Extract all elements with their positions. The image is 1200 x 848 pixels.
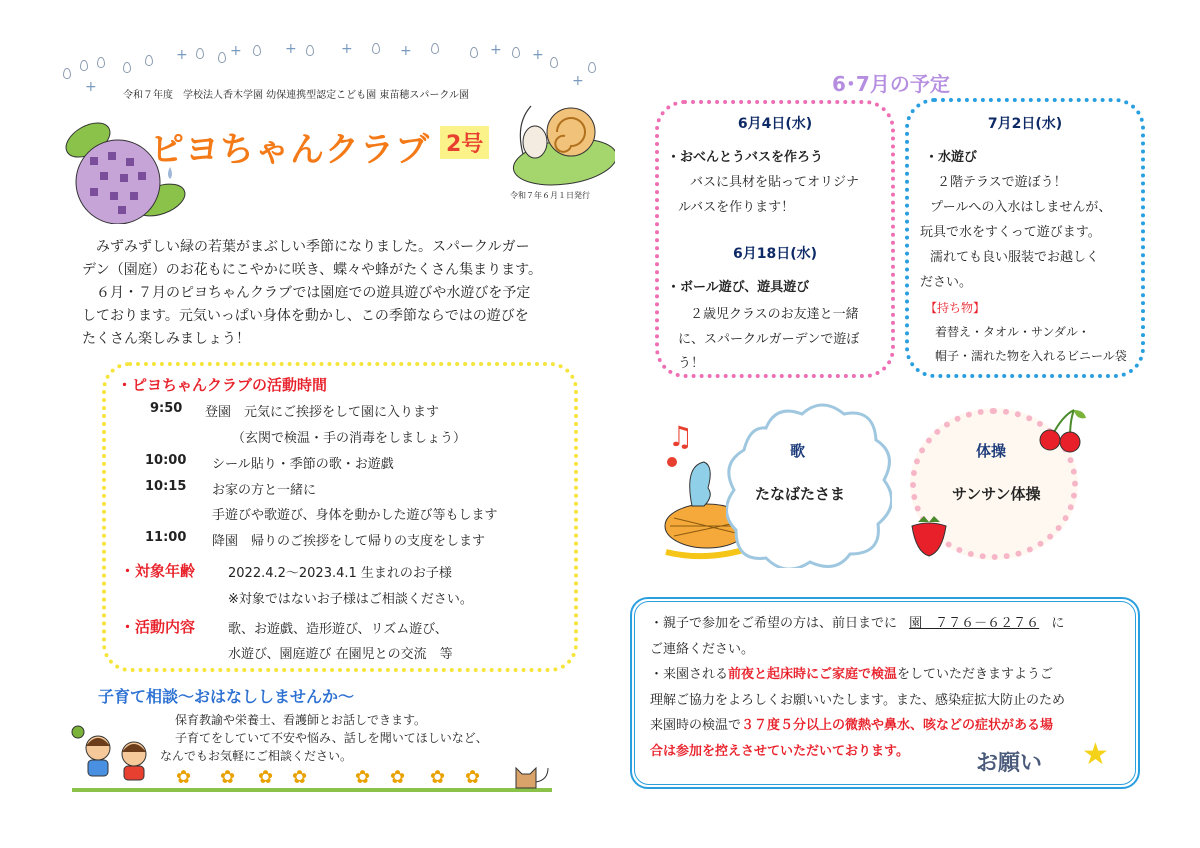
exercise-name: サンサン体操: [952, 485, 1041, 503]
notice-line: [650, 714, 1053, 733]
notice-line: ご連絡ください。: [650, 642, 755, 657]
notice-text: ・親子で参加をご希望の方は、前日までに: [650, 616, 898, 631]
song-name: たなばたさま: [755, 485, 846, 503]
bring-items: 着替え・タオル・サンダル・: [935, 325, 1090, 339]
intro-line: ６月・７月のピヨちゃんクラブでは園庭での遊具遊びや水遊びを予定: [82, 285, 531, 301]
cherry-icon: [1032, 406, 1088, 454]
june-item-2: ・ボール遊び、遊具遊び: [667, 280, 810, 295]
june-date-1: 6月4日(水): [737, 116, 813, 132]
content-text: 水遊び、園庭遊び 在園児との交流 等: [228, 647, 453, 662]
consult-line: なんでもお気軽にご相談ください。: [160, 749, 353, 763]
june-desc: う！: [678, 356, 705, 371]
content-text: 歌、お遊戯、造形遊び、リズム遊び、: [228, 622, 448, 637]
july-desc: プールへの入水はしませんが、: [930, 200, 1112, 215]
june-desc: ２歳児クラスのお友達と一緒: [690, 307, 859, 322]
phone-number: 園 ７７６－６２７６: [909, 616, 1040, 631]
june-date-2: 6月18日(水): [732, 246, 818, 262]
content-label: ・活動内容: [120, 618, 196, 636]
org-line: 令和７年度 学校法人香木学園 幼保連携型認定こども園 東苗穂スパークル園: [123, 90, 470, 101]
schedule-time: 11:00: [145, 530, 187, 545]
page-title: ピヨちゃんクラブ: [150, 130, 430, 170]
activity-heading: ・ピヨちゃんクラブの活動時間: [117, 376, 328, 394]
bring-items: 帽子・濡れた物を入れるビニール袋: [935, 349, 1127, 363]
age-note: ※対象ではないお子様はご相談ください。: [228, 592, 473, 607]
june-desc: に、スパークルガーデンで遊ぼ: [678, 332, 860, 347]
schedule-text: 登園 元気にご挨拶をして園に入ります: [205, 405, 440, 420]
notice-line: [650, 663, 1053, 682]
age-label: ・対象年齢: [120, 562, 196, 580]
schedule-time: 10:15: [145, 479, 187, 494]
notice-text: をしていただきますようご: [897, 667, 1054, 682]
notice-emphasis: 前夜と起床時にご家庭で検温: [728, 667, 898, 682]
notice-text: ・来園される: [650, 667, 729, 682]
issue-number: 2号: [440, 126, 489, 159]
notice-text: に: [1051, 616, 1065, 631]
schedule-text: お家の方と一緒に: [212, 483, 317, 498]
schedule-text: 降園 帰りのご挨拶をして帰りの支度をします: [212, 534, 486, 549]
intro-line: デン（園庭）のお花もにこやかに咲き、蝶々や蜂がたくさん集まります。: [82, 262, 543, 278]
flower-icon: ✿: [292, 767, 308, 788]
flower-icon: ✿: [390, 767, 406, 788]
flower-icon: ✿: [176, 767, 192, 788]
issued-date: 令和７年６月１日発行: [510, 191, 590, 200]
intro-line: たくさん楽しみましょう！: [82, 331, 250, 347]
flower-icon: ✿: [355, 767, 371, 788]
july-date: 7月2日(水): [987, 116, 1063, 132]
flower-icon: ✿: [465, 767, 481, 788]
schedule-time: 10:00: [145, 453, 187, 468]
strawberry-icon: [908, 512, 950, 558]
music-note-icon: ♫: [668, 420, 694, 453]
schedule-text: 手遊びや歌遊び、身体を動かした遊び等もします: [212, 508, 498, 523]
notice-text: 来園時の検温で: [650, 718, 742, 733]
schedule-time: 9:50: [150, 401, 183, 416]
intro-text: [82, 236, 582, 351]
cat-illustration: [512, 760, 552, 790]
onegai-badge: お願い: [976, 751, 1043, 776]
consult-heading: 子育て相談～おはなししませんか～: [98, 687, 355, 706]
july-desc: ださい。: [920, 275, 973, 290]
age-text: 2022.4.2～2023.4.1 生まれのお子様: [228, 566, 452, 581]
exercise-label: 体操: [976, 442, 1007, 460]
notice-line: [650, 612, 1064, 631]
children-illustration: [70, 722, 160, 792]
consult-line: 保育教諭や栄養士、看護師とお話しできます。: [175, 713, 427, 727]
schedule-title: 6･7月の予定: [832, 72, 950, 96]
snail-illustration: [495, 92, 615, 188]
consult-line: 子育てをしていて不安や悩み、話しを聞いてほしいなど、: [175, 731, 488, 745]
bring-label: 【持ち物】: [925, 301, 986, 315]
june-desc: バスに具材を貼ってオリジナ: [690, 175, 860, 190]
july-desc: 濡れても良い服装でお越しく: [930, 250, 1100, 265]
june-item-1: ・おべんとうバスを作ろう: [667, 150, 824, 165]
intro-line: しております。元気いっぱい身体を動かし、この季節ならではの遊びを: [82, 308, 529, 324]
july-item: ・水遊び: [925, 150, 978, 165]
notice-line: 理解ご協力をよろしくお願いいたします。また、感染症拡大防止のため: [650, 693, 1065, 708]
july-desc: 玩具で水をすくって遊びます。: [920, 225, 1101, 240]
flower-icon: ✿: [220, 767, 236, 788]
schedule-text: シール貼り・季節の歌・お遊戯: [212, 457, 394, 472]
flower-icon: ✿: [430, 767, 446, 788]
song-label: 歌: [790, 442, 806, 460]
notice-emphasis: 合は参加を控えさせていただいております。: [650, 744, 909, 759]
flower-icon: ✿: [258, 767, 274, 788]
grass-strip: [72, 788, 552, 792]
star-icon: ★: [1082, 737, 1109, 772]
notice-emphasis: ３７度５分以上の微熱や鼻水、咳などの症状がある場: [741, 718, 1054, 733]
june-desc: ルバスを作ります！: [678, 200, 795, 215]
july-desc: ２階テラスで遊ぼう！: [937, 175, 1067, 190]
schedule-text: （玄関で検温・手の消毒をしましょう）: [232, 431, 467, 446]
intro-line: みずみずしい緑の若葉がまぶしい季節になりました。スパークルガー: [82, 239, 530, 255]
